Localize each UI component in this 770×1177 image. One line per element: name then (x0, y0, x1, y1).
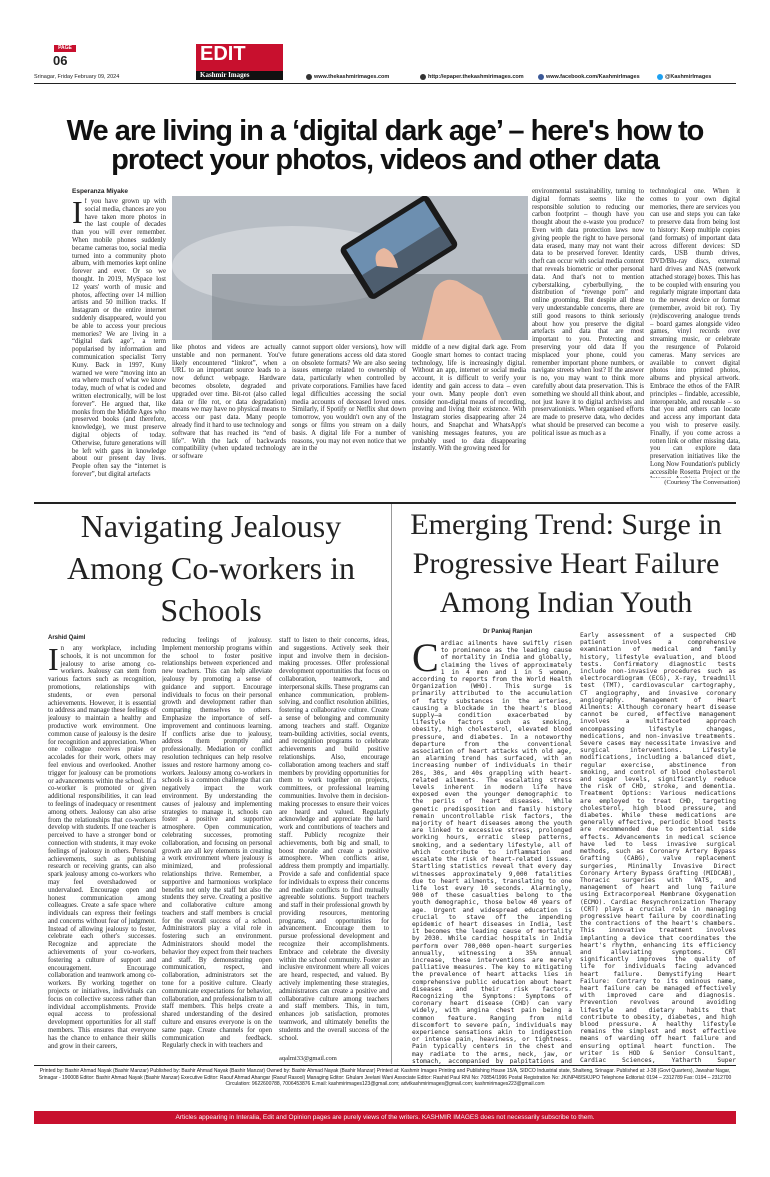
article1-col4: middle of a new digital dark age. From Google smart homes to contact tracing technology, life is increasingly digital. Without an app, internet or social media account, it is difficult to verify your identity and gain access to data – even your own. Many people don't even consider non-digital means of recording, proving and living their existence. With Instagram stories disappearing after 24 hours, and Snapchat and WhatsApp's vanishing messages features, you are probably used to data disappearing instantly. With the growing need for (412, 344, 526, 453)
brand-name: Kashmir Images (196, 71, 283, 80)
article2-col1: In any workplace, including schools, it is not uncommon for jealousy to arise among co-workers. Jealousy can stem from various factors such as recognition, promotions, relationships with students, or even personal achievements. However, it is essential to address and manage these feelings of jealousy to maintain a healthy and productive work environment. One common cause of jealousy is the desire for recognition and appreciation. When one colleague receives praise or accolades for their work, others may feel envious and overlooked. Another trigger for jealousy can be promotions or advancements within the school. If a co-worker is promoted or given additional responsibilities, it can lead to feelings of inadequacy or resentment among others. Jealousy can also arise from the relationships that co-workers develop with students. If one teacher is perceived to have a stronger bond or connection with students, it may evoke feelings of jealousy in others. Personal achievements, such as publishing research or receiving grants, can also spark jealousy among co-workers who may feel overshadowed or undervalued. Encourage open and honest communication among colleagues. Create a safe space where individuals can express their feelings and concerns without fear of judgment. Instead of allowing jealousy to fester, celebrate each other's successes. Recognize and appreciate the achievements of your co-workers, fostering a culture of support and encouragement. Encourage collaboration and teamwork among co-workers. By working together on projects or initiatives, individuals can focus on collective success rather than individual accomplishments. Provide equal access to professional development opportunities for all staff members. This ensures that everyone has the chance to enhance their skills and grow in their careers, (48, 645, 156, 1050)
article3-headline: Emerging Trend: Surge in Progressive Heart Failure Among Indian Youth (410, 508, 722, 619)
disclaimer-bar: Articles appearing in Interalia, Edit and Opinion pages are purely views of the writers. KASHMIR IMAGES does not necessarily subscribe to them. (34, 1111, 736, 1124)
twitter-link[interactable]: @KashmirImages (657, 74, 711, 80)
globe-icon (306, 74, 312, 80)
globe-icon (420, 74, 426, 80)
article1-col6: technological one. When it comes to your own digital memories, there are services you can use and steps you can take to preserve data from being lost to history: Keep multiple copies (and formats) of important data across different devices: SD cards, USB thumb drives, DVD/Blu-ray discs, external hard drives and NAS (network attached storage) boxes. This has to be coupled with ensuring you regularly migrate important data to the newest device or format (remember, avoid bit rot). Try (re)discovering analogue trends – board games alongside video games, vinyl records over streaming music, or celebrate the resurgence of Polaroid cameras. Many services are available to convert digital photos into printed photos, albums and physical artwork. Embrace the ethos of the FAIR principles – findable, accessible, interoperable, and reusable – so that you and others can locate and access any important data you wish to preserve easily. Finally, if you come across a rotten link or other missing data, you can explore data preservation initiatives like the Long Now Foundation's publicly accessible Rosetta Project or the (650, 188, 740, 476)
article2-email: aqalmi33@gmail.com (279, 1055, 337, 1062)
website-link[interactable]: www.thekashmirimages.com (306, 74, 389, 80)
facebook-icon (538, 74, 544, 80)
drop-cap: I (48, 645, 59, 677)
section-title: EDIT (196, 44, 283, 71)
article2-col2: reducing feelings of jealousy. Implement mentorship programs within the school to foster positive relationships between experienced and new teachers. This can help alleviate jealousy by promoting a sense of guidance and support. Encourage individuals to focus on their personal growth and development rather than comparing themselves to others. Emphasize the importance of self-improvement and continuous learning. If conflicts arise due to jealousy, address them promptly and professionally. Mediation or conflict resolution techniques can help resolve issues and restore harmony among co-workers. Jealousy among co-workers in schools is a common challenge that can negatively impact the work environment. By understanding the causes of jealousy and implementing strategies to manage it, schools can foster a positive and supportive atmosphere. Open communication, celebrating successes, promoting collaboration, and focusing on personal growth are all key elements in creating a work environment where jealousy is minimized, and professional relationships thrive. Remember, a supportive and harmonious workplace benefits not only the staff but also the students they serve. Creating a positive and collaborative culture among teachers and staff members is crucial for the overall success of a school. Administrators play a vital role in fostering such an environment. Administrators should model the behavior they expect from their teachers and staff. By demonstrating open communication, respect, and collaboration, administrators set the tone for a positive culture. Clearly communicate expectations for behavior, collaboration, and professionalism to all staff members. This helps create a shared understanding of the desired culture and ensures everyone is on the same page. Create channels for open communication and feedback. Regularly check in with teachers and (162, 637, 272, 1050)
column-separator (391, 504, 392, 1064)
page-number: 06 (53, 53, 68, 68)
article1-byline: Esperanza Miyake (72, 188, 129, 195)
epaper-link[interactable]: http://epaper.thekashmirimages.com (420, 74, 524, 80)
drop-cap: C (412, 640, 439, 680)
footer-rule (34, 1065, 736, 1066)
article1-credit: (Courtesy The Conversation) (664, 479, 740, 486)
article1-col5: environmental sustainability, turning to digital formats seems like the responsible solution to reducing our carbon footprint – though have you thought about the e-waste you produce? Even with data protection laws now giving people the right to have personal data erased, many may not want their data to be preserved forever. Identity theft can occur with social media content that reveals biometric or other personal data. And that's not to mention cyberstalking, cyberbullying, the distribution of “revenge porn” and online grooming. But despite all these very understandable concerns, there are still good reasons to think seriously about how you preserve the digital artefacts and data that are most important to you. Protecting and preserving your old data If you misplaced your phone, could you remember important phone numbers, or navigate streets when lost? If the answer is no, you may want to think more carefully about data preservation. This is something we should all think about, and not just leave it to digital archivists and preservationists. When organised efforts are made to preserve data, who decides what should be preserved can become a political issue as much as a (532, 188, 644, 437)
facebook-link[interactable]: www.facebook.com/KashmirImages (538, 74, 640, 80)
article1-col3: cannot support older versions), how will future generations access old data stored on obsolete formats? We are also seeing issues emerge related to ownership of data, particularly when controlled by private corporations. Families have faced legal difficulties accessing the social media accounts of deceased loved ones. Similarly, if Spotify or Netflix shut down tomorrow, you wouldn't own any of the songs or films you stream on a daily basis. A digital life For a number of reasons, you may not even notice that we are in the (292, 344, 406, 453)
article3-byline: Dr Pankaj Ranjan (483, 629, 533, 635)
page-label: PAGE (54, 45, 76, 52)
section-rule (34, 502, 736, 504)
article2-byline: Arshid Qaiml (48, 635, 86, 641)
article2-headline: Navigating Jealousy Among Co-workers in Schools (67, 508, 355, 628)
imprint-text: Printed by: Bashir Ahmad Nayak (Bashir Manzar) Published by: Bashir Ahmad Nayak (Bashir Manzar) Owned by: Bashir Ahmad Nayak (Bashir Manzar) Printed at: Kashmir Images Printing and Publishing House 15/A, SIDCO Industrial state, Shalteng, Srinagar. Published at: J-38 (Govt Quarters), Jawahar Nagar, Srinagar - 190008 Editor: Bashir Ahmad Nayak (Bashir Manzar) Executive Editor: Raouf Ahmad Ahangar (Raouf Rasool) Managing Editor: Ghulam Jeelani Wani Associate Editor: Rashid Paul RNI No: 70854/1996 Postal Registration No: JK/NP48/SK/JPO Telephone Editorial: 0194 – 2312789 Fax: 0194 – 2312700 Circulation: 9622600788, 7006453876 E.mail: kashmirimages123@gmail.com; advtkashmirimages@gmail.com; kashmirimages223@gmail.com (38, 1068, 732, 1087)
dateline: Srinagar, Friday February 09, 2024 (34, 74, 120, 80)
article3-col2: Early assessment of a suspected CHD patient involves a comprehensive examination of medical and family history, lifestyle evaluation, and blood tests. Confirmatory diagnostic tests include non-invasive procedures such as electrocardiogram (ECG), X-ray, treadmill test (TMT), cardiovascular cartography, CT angiography, and invasive coronary angiography. Management of Heart Ailments: Although coronary heart disease cannot be cured, effective management involves a multifaceted approach encompassing lifestyle changes, medications, and non-invasive treatments. Severe cases may necessitate invasive and surgical interventions. Lifestyle modifications, including a balanced diet, regular exercise, abstinence from smoking, and control of blood cholesterol and sugar levels, significantly reduce the risk of CHD, stroke, and dementia. Treatment Options: Various medications are employed to treat CHD, targeting cholesterol, high blood pressure, and diabetes. While these medications are generally effective, periodic blood tests are recommended due to potential side effects. Advancements in medical science have led to less invasive surgical methods, such as Coronary Artery Bypass Grafting (CABG), valve replacement surgeries, Minimally Invasive Direct Coronary Artery Bypass Grafting (MIDCAB), Thoracic surgeries with VATS, and management of heart and lung failure using Extracorporeal Membrane Oxygenation (ECMO). Cardiac Resynchronization Therapy (CRT) plays a crucial role in managing progressive heart failure by coordinating the contractions of the heart's chambers. This innovative treatment involves implanting a device that coordinates the heart's rhythm, enhancing its efficiency and alleviating symptoms. CRT significantly improves the quality of life for individuals facing advanced heart failure. Demystifying Heart Failure: Contrary to its ominous name, heart failure can be managed effectively with improved care and diagnosis. Prevention revolves around avoiding lifestyle and dietary habits that contribute to obesity, diabetes, and high blood pressure. A healthy lifestyle remains the simplest and most effective means of warding off heart failure and ensuring optimal heart function. The writer is HOD & Senior Consultant, Cardiac Sciences, Yatharth Super (580, 632, 736, 1064)
hand-holding-phone-photo (172, 196, 528, 340)
article1-col2: like photos and videos are actually unstable and non permanent. You've likely encountered “linkrot”, when a URL to an important source leads to a now defunct webpage. Hardware becomes obsolete, degraded and upgraded over time. Bit-rot (also called data or file rot, or data degradation) means we may have no physical means to access our past data. Many people already find it hard to use technology and software that has reached its “end of life”. With the lack of backwards compatibility (when updated technology or software (172, 344, 286, 461)
twitter-icon (657, 74, 663, 80)
article1-headline: We are living in a ‘digital dark age’ – here's how to protect your photos, videos and other data (66, 115, 704, 176)
header-rule (34, 83, 736, 84)
article3-col1: Cardiac ailments have swiftly risen to prominence as the leading cause of mortality in India and globally, claiming the lives of approximately 1 in 4 men and 1 in 5 women, according to reports from the World Health Organization (WHO). This surge is primarily attributed to the accumulation of fatty substances in the arteries, causing a blockade in the heart's blood supply—a condition exacerbated by lifestyle factors such as smoking, obesity, high cholesterol, elevated blood pressure, and diabetes. In a noteworthy departure from the conventional association of heart attacks with old age, an alarming trend has surfaced, with an increasing number of individuals in their 20s, 30s, and 40s grappling with heart-related ailments. The escalating stress levels inherent in modern life have exposed even the younger demographic to the perils of heart diseases. While genetic predisposition and family history remain uncontrollable risk factors, the majority of heart diseases among the youth are linked to excessive stress, prolonged working hours, erratic sleep patterns, smoking, and a sedentary lifestyle, all of which contribute to inflammation and escalate the risk of heart-related issues. Startling statistics reveal that every day witnesses approximately 9,000 fatalities due to heart ailments, translating to one life lost every 10 seconds. Alarmingly, 900 of these casualties belong to the youth demographic, those below 40 years of age. Urgent and widespread education is crucial to stave off the impending epidemic of heart diseases in India, lest it becomes the leading cause of mortality by 2030. While cardiac hospitals in India perform over 700,000 open-heart surgeries annually, witnessing a 35% annual increase, these interventions are merely palliative measures. The key to mitigating the prevalence of heart attacks lies in comprehensive public education about heart diseases and their risk factors. Recognizing the Symptoms: Symptoms of coronary heart disease (CHD) can vary widely, with angina chest pain being a common feature. Ranging from mild discomfort to severe pain, individuals may experience sensations akin to indigestion or intense pain, heaviness, or tightness. Pain typically centers in the chest and may radiate to the arms, neck, jaw, or stomach, accompanied by palpitations and (412, 640, 572, 1064)
photo-illustration (172, 196, 528, 340)
article2-col3: staff to listen to their concerns, ideas, and suggestions. Actively seek their input and involve them in decision-making processes. Offer professional development opportunities that focus on collaboration, teamwork, and interpersonal skills. These programs can enhance communication, problem-solving, and conflict resolution abilities, fostering a collaborative culture. Create a sense of belonging and community among teachers and staff. Organize team-building activities, social events, and recognition programs to celebrate achievements and build positive relationships. Also, encourage collaboration among teachers and staff members by providing opportunities for them to work together on projects, committees, or professional learning communities. Involve them in decision-making processes to ensure their voices are heard and valued. Regularly acknowledge and appreciate the hard work and contributions of teachers and staff. Publicly recognize their achievements, both big and small, to boost morale and create a positive atmosphere. When conflicts arise, address them promptly and impartially. Provide a safe and confidential space for individuals to express their concerns and mediate conflicts to find mutually agreeable solutions. Support teachers and staff in their professional growth by providing resources, mentoring programs, and opportunities for advancement. Encourage them to pursue professional development and recognize their accomplishments. Embrace and celebrate the diversity within the school community. Foster an inclusive environment where all voices are heard, respected, and valued. By actively implementing these strategies, administrators can create a positive and collaborative culture among teachers and staff members. This, in turn, enhances job satisfaction, promotes teamwork, and ultimately benefits the students and the overall success of the school. (279, 637, 389, 1042)
article1-col1: If you have grown up with social media, chances are you have taken more photos in the last couple of decades than you will ever remember. When mobile phones suddenly became cameras too, social media turned into a community photo album, with memories kept online forever and ever. Or so we thought. In 2019, MySpace lost 12 years' worth of music and photos, affecting over 14 million artists and 50 million tracks. If Instagram or the entire internet suddenly disappeared, would you be able to access your precious memories? We are living in a “digital dark age”, a term popularised by information and communication specialist Terry Kuny. Back in 1997, Kuny warned we were “moving into an era where much of what we know today, much of what is coded and written electronically, will be lost forever”. He argued that, like monks from the Middle Ages who preserved books (and therefore, knowledge), we must preserve digital objects of today. Otherwise, future generations will be left with gaps in knowledge about our present day lives. People often say the “internet is forever”, but digital artefacts (72, 198, 166, 478)
drop-cap: I (72, 198, 83, 230)
